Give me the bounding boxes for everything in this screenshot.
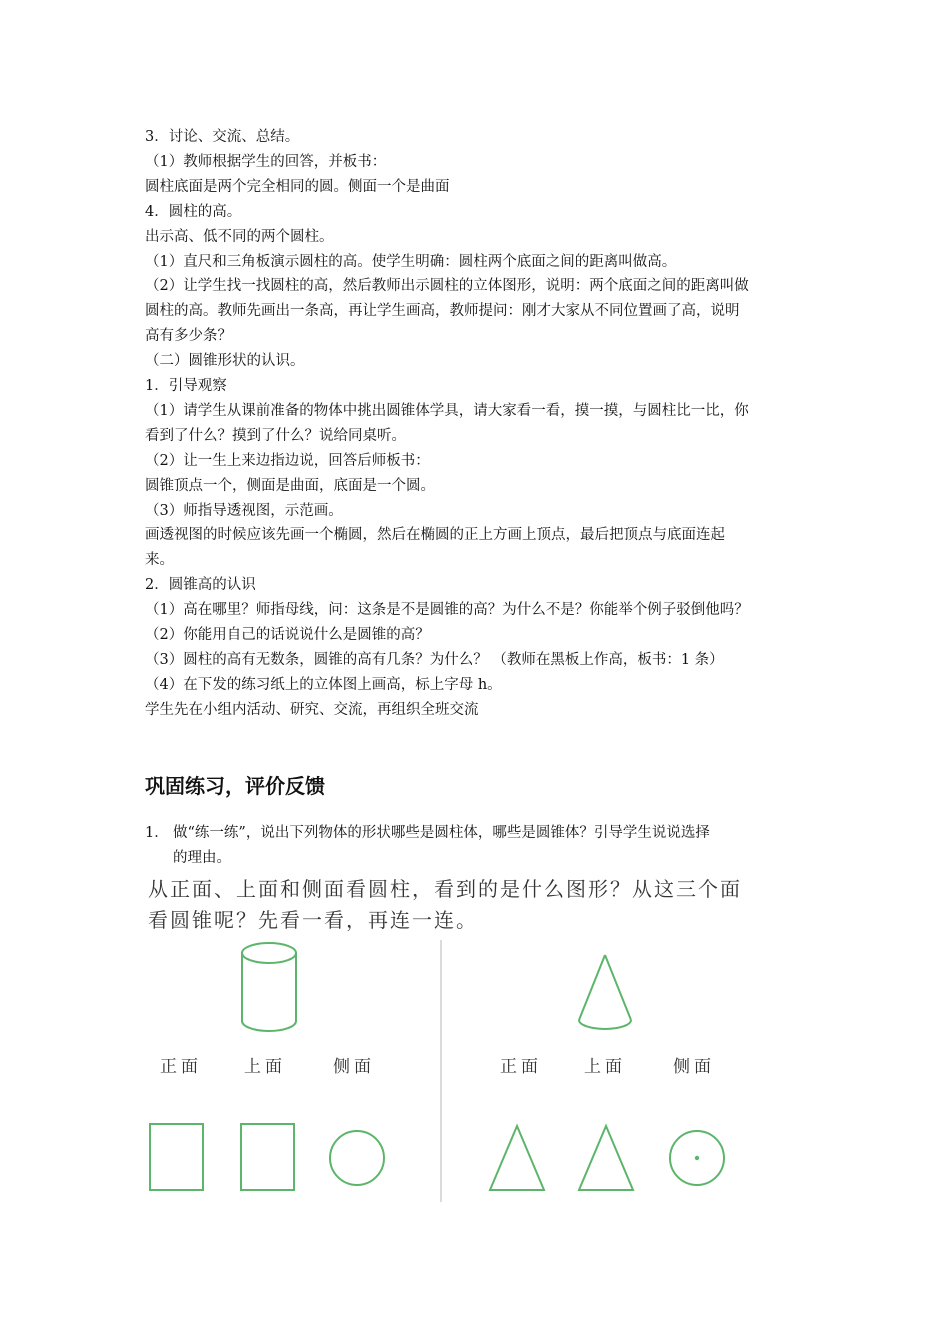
figure-prompt-line-1: 从正面、上面和侧面看圆柱，看到的是什么图形？从这三个面 (148, 877, 742, 901)
text-line: （2）你能用自己的话说说什么是圆锥的高？ (145, 627, 430, 643)
text-line: 画透视图的时候应该先画一个椭圆，然后在椭圆的正上方画上顶点，最后把顶点与底面连起 (145, 527, 725, 544)
text-line: （3）师指导透视图，示范画。 (145, 502, 343, 519)
circle-shape (330, 1131, 384, 1185)
cylinder-front-label: 正面 (160, 1057, 202, 1077)
text-line: （4）在下发的练习纸上的立体图上画高，标上字母 h。 (145, 676, 502, 693)
section-heading: 巩固练习，评价反馈 (145, 774, 325, 798)
cylinder-side-label: 侧面 (333, 1057, 375, 1077)
text-line: 3．讨论、交流、总结。 (145, 129, 300, 145)
text-line: 高有多少条？ (145, 328, 232, 345)
text-line: 2．圆锥高的认识 (145, 577, 256, 594)
text-line: 出示高、低不同的两个圆柱。 (145, 228, 334, 245)
text-line: （1）直尺和三角板演示圆柱的高。使学生明确：圆柱两个底面之间的距离叫做高。 (145, 253, 677, 270)
cylinder-drawing (242, 943, 296, 1031)
rectangle-shape (150, 1124, 203, 1190)
exercise-number: 1． (145, 825, 169, 841)
rectangle-shape (241, 1124, 294, 1190)
text-line: （1）高在哪里？师指母线，问：这条是不是圆锥的高？为什么不是？你能举个例子驳倒他吗？ (145, 602, 749, 619)
text-line: （3）圆柱的高有无数条，圆锥的高有几条？为什么？ （教师在黑板上作高，板书：1 条） (145, 651, 724, 668)
triangle-shape (490, 1126, 544, 1190)
text-line: （1）教师根据学生的回答，并板书： (145, 153, 387, 170)
triangle-shape (579, 1126, 633, 1190)
cylinder-top-label: 上面 (244, 1057, 286, 1077)
text-line: （2）让一生上来边指边说，回答后师板书： (145, 452, 430, 469)
text-line: 1．引导观察 (145, 378, 227, 394)
cone-front-label: 正面 (500, 1057, 542, 1077)
center-dot-icon (695, 1156, 699, 1160)
text-line: 圆锥顶点一个，侧面是曲面，底面是一个圆。 (145, 477, 435, 494)
text-line: 学生先在小组内活动、研究、交流，再组织全班交流 (145, 701, 479, 718)
text-line: 4．圆柱的高。 (145, 203, 242, 220)
text-line: （二）圆锥形状的认识。 (145, 353, 305, 370)
cone-side-label: 侧面 (673, 1057, 715, 1077)
text-line: （1）请学生从课前准备的物体中挑出圆锥体学具，请大家看一看，摸一摸，与圆柱比一比，你 (145, 402, 749, 419)
text-line: 来。 (145, 552, 174, 569)
cone-drawing (579, 955, 631, 1029)
cone-top-label: 上面 (584, 1057, 626, 1077)
text-line: 看到了什么？摸到了什么？说给同桌听。 (145, 427, 406, 444)
exercise-text-line-2: 的理由。 (173, 850, 231, 866)
text-line: （2）让学生找一找圆柱的高，然后教师出示圆柱的立体图形，说明：两个底面之间的距离叫做 (145, 278, 749, 295)
exercise-text-line-1: 做“练一练”，说出下列物体的形状哪些是圆柱体，哪些是圆锥体？引导学生说说选择 (173, 825, 710, 841)
text-line: 圆柱底面是两个完全相同的圆。侧面一个是曲面 (145, 178, 450, 195)
text-line: 圆柱的高。教师先画出一条高，再让学生画高，教师提问：刚才大家从不同位置画了高，说明 (145, 303, 740, 320)
figure-prompt-line-2: 看圆锥呢？先看一看，再连一连。 (148, 908, 478, 932)
